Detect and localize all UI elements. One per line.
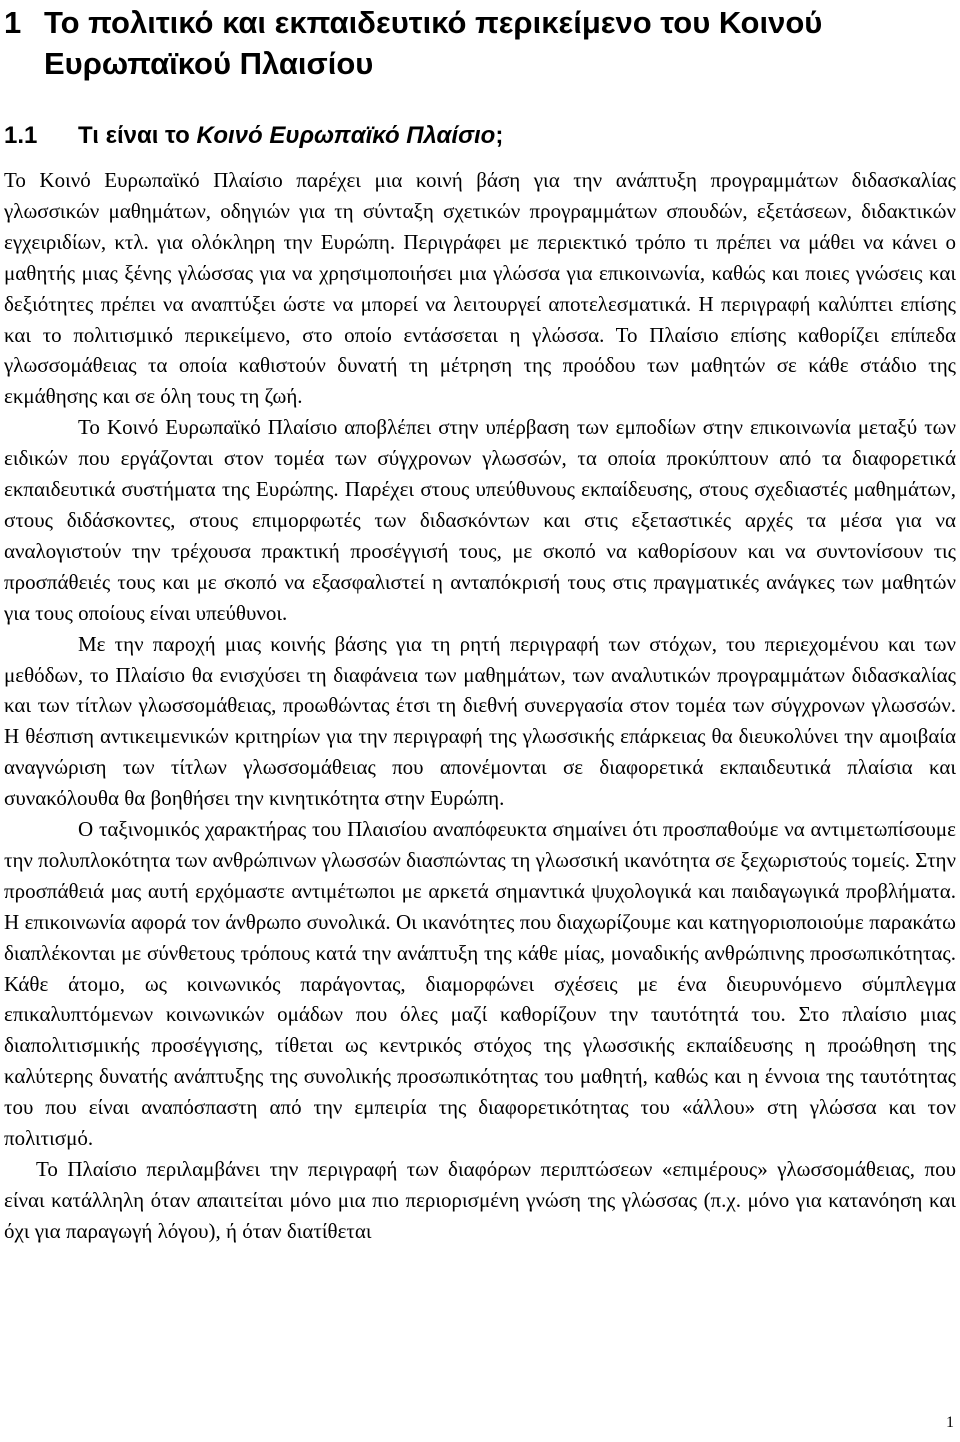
body-text bbox=[4, 165, 956, 1247]
chapter-title: Το πολιτικό και εκπαιδευτικό περικείμενο του Κοινού Ευρωπαϊκού Πλαισίου bbox=[44, 5, 823, 81]
paragraph-4: Ο ταξινομικός χαρακτήρας του Πλαισίου αναπόφευκτα σημαίνει ότι προσπαθούμε να αντιμετωπίσουμε την πολυπλοκότητα των ανθρώπινων γλωσσών διασπώντας τη γλωσσική ικανότητα σε ξεχωριστούς τομείς. Στην προσπάθειά μας αυτή ερχόμαστε αντιμέτωποι με αρκετά σημαντικά ψυχολογικά και παιδαγωγικά προβλήματα. Η επικοινωνία αφορά τον άνθρωπο συνολικά. Οι ικανότητες που διαχωρίζουμε και κατηγοριοποιούμε παρακάτω διαπλέκονται με σύνθετους τρόπους κατά την ανάπτυξη της κάθε μίας, μοναδικής ανθρώπινης προσωπικότητας. Κάθε άτομο, ως κοινωνικός παράγοντας, διαμορφώνει σχέσεις με ένα διευρυνόμενο σύμπλεγμα επικαλυπτόμενων κοινωνικών ομάδων που όλες μαζί καθορίζουν την ταυτότητά του. Στο πλαίσιο μιας διαπολιτισμικής προσέγγισης, τίθεται ως κεντρικός στόχος της γλωσσικής εκπαίδευσης η προώθηση της καλύτερης δυνατής ανάπτυξης της συνολικής προσωπικότητας του μαθητή, καθώς και η έννοια της ταυτότητας του που είναι αναπόσπαστη από την εμπειρία της διαφορετικότητας του «άλλου» στη γλώσσα και τον πολιτισμό. bbox=[4, 817, 957, 1151]
chapter-heading bbox=[4, 0, 956, 84]
page-number: 1 bbox=[946, 1414, 954, 1431]
section-title-suffix: ; bbox=[495, 122, 504, 149]
section-title-emphasis: Κοινό Ευρωπαϊκό Πλαίσιο bbox=[196, 122, 496, 149]
section-title bbox=[78, 120, 503, 152]
paragraph-1: Το Κοινό Ευρωπαϊκό Πλαίσιο παρέχει μια κοινή βάση για την ανάπτυξη προγραμμάτων διδασκαλίας γλωσσικών μαθημάτων, οδηγιών για τη σύνταξη σχετικών προγραμμάτων σπουδών, εξετάσεων, διδακτικών εγχειριδίων, κτλ. για ολόκληρη την Ευρώπη. Περιγράφει με περιεκτικό τρόπο τι πρέπει να μάθει να κάνει ο μαθητής μιας ξένης γλώσσας για να χρησιμοποιήσει μια γλώσσα για επικοινωνία, καθώς και ποιες γνώσεις και δεξιότητες πρέπει να αναπτύξει ώστε να μπορεί να λειτουργεί αποτελεσματικά. Η περιγραφή καλύπτει επίσης και το πολιτισμικό περικείμενο, στο οποίο εντάσσεται η γλώσσα. Το Πλαίσιο επίσης καθορίζει επίπεδα γλωσσομάθειας τα οποία καθιστούν δυνατή τη μέτρηση της προόδου των μαθητών σε κάθε στάδιο της εκμάθησης και σε όλη τους τη ζωή. bbox=[4, 168, 956, 409]
paragraph-5: Το Πλαίσιο περιλαμβάνει την περιγραφή των διαφόρων περιπτώσεων «επιμέρους» γλωσσομάθειας, που είναι κατάλληλη όταν απαιτείται μόνο μια πιο περιορισμένη γνώση της γλώσσας (π.χ. μόνο για κατανόηση και όχι για παραγωγή λόγου), ή όταν διατίθεται bbox=[4, 1157, 956, 1243]
section-title-prefix: Τι είναι το bbox=[78, 122, 197, 149]
paragraph-2: Το Κοινό Ευρωπαϊκό Πλαίσιο αποβλέπει στην υπέρβαση των εμποδίων στην επικοινωνία μεταξύ των ειδικών που εργάζονται στον τομέα των σύγχρονων γλωσσών, τα οποία προκύπτουν από τα διαφορετικά εκπαιδευτικά συστήματα της Ευρώπης. Παρέχει στους υπεύθυνους εκπαίδευσης, στους σχεδιαστές μαθημάτων, στους διδάσκοντες, στους επιμορφωτές των διδασκόντων και στις εξεταστικές αρχές τα μέσα για να αναλογιστούν την τρέχουσα πρακτική προσέγγισή τους, με σκοπό να καθορίσουν και να συντονίσουν τις προσπάθειές τους και με σκοπό να εξασφαλιστεί η ανταπόκρισή τους στις πραγματικές ανάγκες των μαθητών για τους οποίους είναι υπεύθυνοι. bbox=[4, 415, 956, 625]
section-number: 1.1 bbox=[4, 122, 38, 149]
chapter-number: 1 bbox=[4, 5, 22, 40]
section-heading bbox=[4, 120, 956, 152]
document-page bbox=[4, 0, 956, 1247]
paragraph-3: Με την παροχή μιας κοινής βάσης για τη ρητή περιγραφή των στόχων, του περιεχομένου και των μεθόδων, το Πλαίσιο θα ενισχύσει τη διαφάνεια των μαθημάτων, των αναλυτικών προγραμμάτων διδασκαλίας και των τίτλων γλωσσομάθειας, προωθώντας έτσι τη διεθνή συνεργασία στον τομέα των σύγχρονων γλωσσών. Η θέσπιση αντικειμενικών κριτηρίων για την περιγραφή της γλωσσικής επάρκειας θα διευκολύνει την αμοιβαία αναγνώριση των τίτλων γλωσσομάθειας που απονέμονται σε διαφορετικά εκπαιδευτικά πλαίσια και συνακόλουθα θα βοηθήσει την κινητικότητα στην Ευρώπη. bbox=[4, 631, 956, 811]
